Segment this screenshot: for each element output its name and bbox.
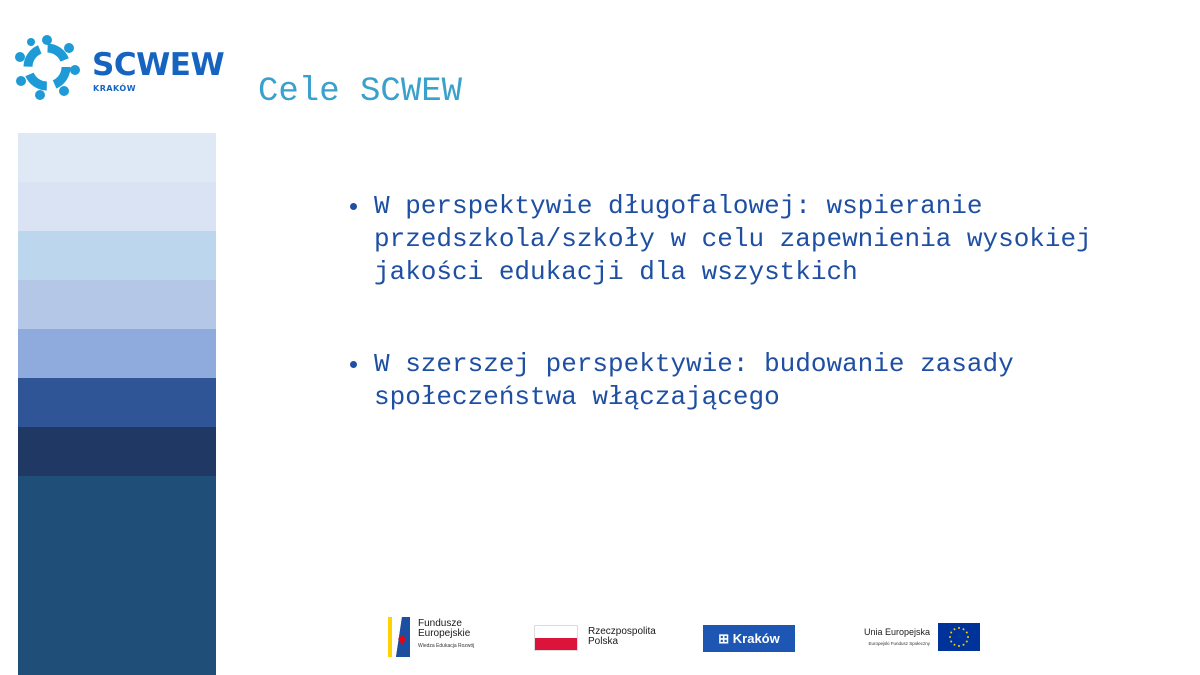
stripe bbox=[18, 182, 216, 231]
slide-title: Cele SCWEW bbox=[258, 73, 463, 111]
fundusze-europejskie-text: Fundusze Europejskie bbox=[418, 618, 471, 639]
stripe bbox=[18, 329, 216, 378]
scwew-logo-mark-icon bbox=[14, 34, 80, 100]
fundusze-europejskie-subtitle: Wiedza Edukacja Rozwój bbox=[418, 643, 475, 649]
color-stripe-panel bbox=[18, 133, 216, 675]
bullet-list bbox=[350, 190, 1170, 473]
bullet-dot-icon bbox=[350, 361, 357, 368]
bullet-text: W szerszej perspektywie: budowanie zasady społeczeństwa włączającego bbox=[374, 349, 1014, 412]
krakow-label: ⊞ Kraków bbox=[703, 625, 795, 652]
stripe bbox=[18, 231, 216, 280]
unia-europejska-text: Unia Europejska bbox=[863, 627, 930, 637]
stripe bbox=[18, 476, 216, 675]
eu-flag-icon bbox=[938, 623, 980, 651]
logo-text: SCWEW bbox=[92, 47, 225, 83]
bullet-item bbox=[350, 190, 1170, 289]
stripe bbox=[18, 133, 216, 182]
fundusze-europejskie-logo bbox=[388, 617, 518, 659]
stripe bbox=[18, 378, 216, 427]
krakow-logo bbox=[703, 617, 795, 659]
bullet-text: W perspektywie długofalowej: wspieranie przedszkola/szkoły w celu zapewnienia wysokiej jakości edukacji dla wszystkich bbox=[374, 191, 1092, 287]
fundusze-europejskie-flag-icon bbox=[388, 617, 410, 657]
stripe bbox=[18, 280, 216, 329]
rzeczpospolita-polska-text: Rzeczpospolita Polska bbox=[588, 626, 656, 647]
stripe bbox=[18, 427, 216, 476]
logo-subtitle: KRAKÓW bbox=[93, 84, 137, 93]
unia-europejska-logo bbox=[838, 617, 988, 659]
bullet-item bbox=[350, 348, 1170, 414]
bullet-dot-icon bbox=[350, 203, 357, 210]
funding-logos-footer bbox=[388, 617, 988, 659]
scwew-logo bbox=[14, 34, 224, 100]
polish-flag-icon bbox=[534, 625, 578, 651]
rzeczpospolita-polska-logo bbox=[534, 617, 674, 659]
unia-europejska-subtitle: Europejski Fundusz Społeczny bbox=[868, 641, 930, 646]
